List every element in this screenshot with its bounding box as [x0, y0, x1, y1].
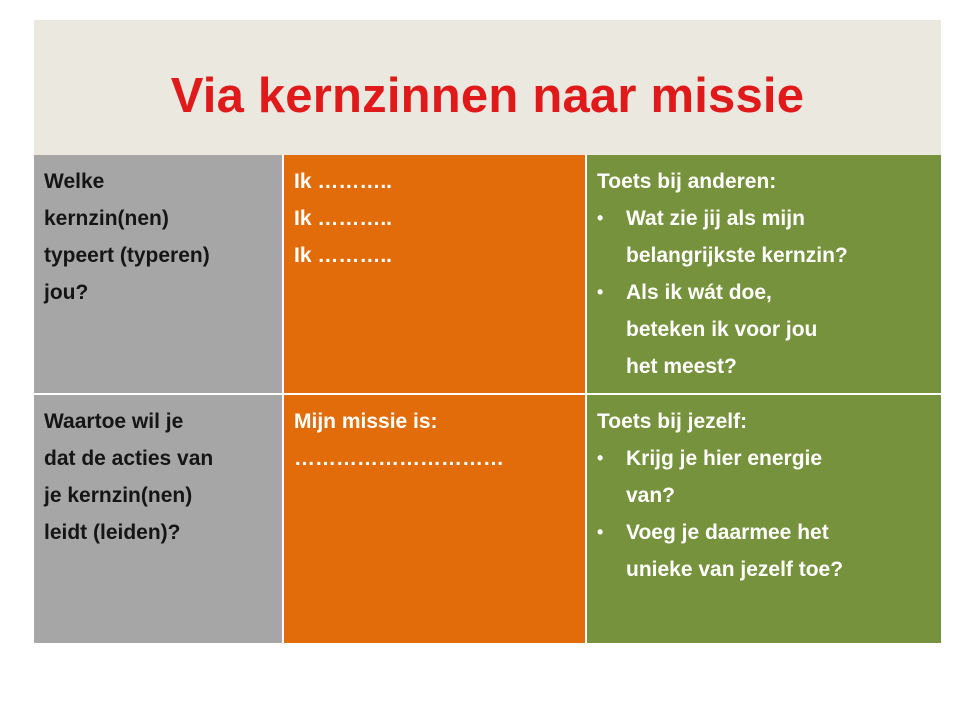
row1-question-line: Welke [44, 170, 105, 193]
row1-check-item [597, 274, 931, 385]
bullet-icon: • [597, 282, 604, 302]
row2-question-line: dat de acties van [44, 447, 214, 470]
row2-question-line: leidt (leiden)? [44, 521, 181, 544]
row1-answer-cell [284, 155, 585, 393]
row1-answer-line: Ik ……….. [294, 244, 393, 267]
row2-check-list [597, 440, 931, 588]
row2-check-item [597, 440, 931, 514]
row1-check-cell [587, 155, 941, 393]
row1-check-item-line: beteken ik voor jou [626, 318, 818, 341]
row2-check-item-line: unieke van jezelf toe? [626, 558, 844, 581]
row2-check-item-line: Krijg je hier energie [626, 447, 823, 470]
row1-question-cell [34, 155, 282, 393]
row2-check-heading: Toets bij jezelf: [597, 410, 748, 433]
row1-check-item-line: Als ik wát doe, [626, 281, 772, 304]
row2-answer-heading: Mijn missie is: [294, 410, 438, 433]
row1-question-line: kernzin(nen) [44, 207, 169, 230]
bullet-icon: • [597, 522, 604, 542]
row2-answer-cell [284, 395, 585, 643]
row2-check-item-line: Voeg je daarmee het [626, 521, 829, 544]
row2-question-cell [34, 395, 282, 643]
row1-question-line: jou? [44, 281, 89, 304]
row1-check-item [597, 200, 931, 274]
row1-check-item-line: het meest? [626, 355, 737, 378]
row1-check-heading: Toets bij anderen: [597, 170, 777, 193]
row1-check-list [597, 200, 931, 385]
row2-check-item [597, 514, 931, 588]
slide-title: Via kernzinnen naar missie [170, 69, 805, 123]
row2-check-item-line: van? [626, 484, 676, 507]
row2-question-line: je kernzin(nen) [44, 484, 193, 507]
title-band [34, 20, 941, 155]
bullet-icon: • [597, 208, 604, 228]
row1-answer-line: Ik ……….. [294, 207, 393, 230]
row2-question-line: Waartoe wil je [44, 410, 184, 433]
row2-check-cell [587, 395, 941, 643]
bullet-icon: • [597, 448, 604, 468]
row1-check-item-line: Wat zie jij als mijn [626, 207, 805, 230]
row1-question-line: typeert (typeren) [44, 244, 210, 267]
row1-check-item-line: belangrijkste kernzin? [626, 244, 848, 267]
row2-answer-blank: ………………………… [294, 447, 504, 470]
mission-table [34, 155, 941, 643]
row1-answer-line: Ik ……….. [294, 170, 393, 193]
